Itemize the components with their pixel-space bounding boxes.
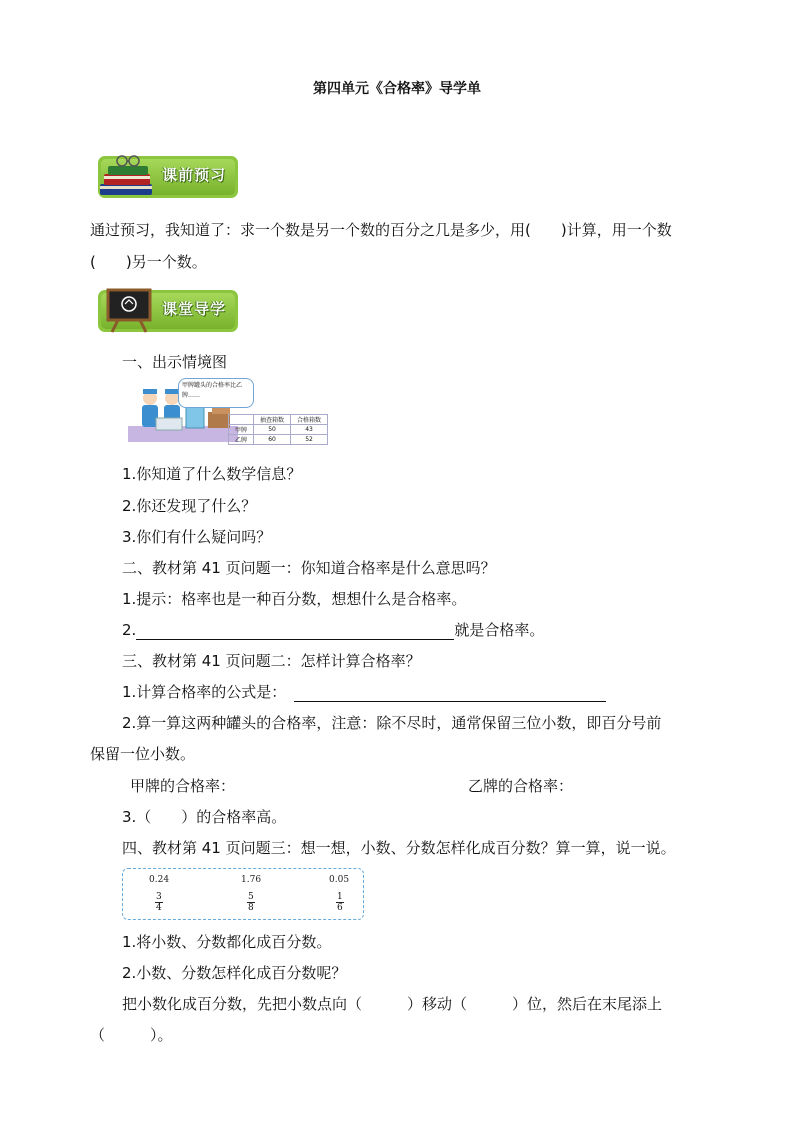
formula-blank-line[interactable]	[294, 685, 606, 702]
preview-line-2: ( )另一个数。	[90, 253, 207, 271]
table-header-cell: 合格箱数	[291, 415, 328, 425]
part3-calc-line-2: 保留一位小数。	[90, 745, 196, 763]
table-cell: 43	[291, 425, 328, 435]
table-header-cell	[229, 415, 254, 425]
part3-q3: 3.（ ）的合格率高。	[122, 808, 287, 826]
part3-heading: 三、教材第 41 页问题二：怎样计算合格率？	[122, 652, 421, 670]
table-row	[229, 435, 328, 445]
part2-q2-suffix: 就是合格率。	[454, 621, 545, 639]
part1-q1: 1.你知道了什么数学信息？	[122, 465, 302, 483]
speech-bubble	[178, 378, 254, 408]
fraction	[336, 892, 344, 913]
part2-q2-prefix: 2.	[122, 621, 137, 639]
part3-formula	[122, 682, 606, 702]
part4-q1: 1.将小数、分数都化成百分数。	[122, 933, 332, 951]
table-header-cell: 抽查箱数	[254, 415, 291, 425]
yi-rate-label: 乙牌的合格率：	[468, 777, 574, 795]
part3-calc-line-1: 2.算一算这两种罐头的合格率，注意：除不尽时，通常保留三位小数，即百分号前	[122, 714, 662, 732]
section-banner-preview	[90, 148, 240, 200]
part2-heading: 二、教材第 41 页问题一：你知道合格率是什么意思吗？	[122, 559, 496, 577]
fraction-numerator: 5	[248, 892, 254, 902]
speech-bubble-text: 甲牌罐头的合格率比乙牌……	[182, 382, 243, 399]
decimal-value: 1.76	[241, 875, 262, 885]
fraction-numerator: 3	[156, 892, 162, 902]
table-cell: 50	[254, 425, 291, 435]
table-cell: 60	[254, 435, 291, 445]
part4-q2: 2.小数、分数怎样化成百分数呢？	[122, 964, 347, 982]
fraction-numerator: 1	[337, 892, 343, 902]
numbers-box	[122, 868, 364, 920]
part1-heading: 一、出示情境图	[122, 353, 228, 371]
table-row	[229, 425, 328, 435]
preview-line-1: 通过预习，我知道了：求一个数是另一个数的百分之几是多少，用( )计算，用一个数	[90, 221, 672, 239]
table-cell: 52	[291, 435, 328, 445]
data-table	[228, 414, 328, 445]
part1-q3: 3.你们有什么疑问吗？	[122, 528, 272, 546]
part1-q2: 2.你还发现了什么？	[122, 497, 257, 515]
fraction-denominator: 4	[156, 903, 162, 913]
table-cell: 乙牌	[229, 435, 254, 445]
part4-fill-line-2: （ ）。	[90, 1026, 173, 1044]
fraction-denominator: 6	[337, 903, 343, 913]
decimal-value: 0.24	[149, 875, 170, 885]
books-icon	[96, 150, 158, 200]
decimal-value: 0.05	[329, 875, 350, 885]
fraction-denominator: 8	[248, 903, 254, 913]
part2-hint: 1.提示：格率也是一种百分数，想想什么是合格率。	[122, 590, 467, 608]
part4-heading: 四、教材第 41 页问题三：想一想，小数、分数怎样化成百分数？算一算，说一说。	[122, 839, 676, 857]
blackboard-icon	[104, 286, 156, 334]
jia-rate-label: 甲牌的合格率：	[130, 777, 236, 795]
scene-illustration	[128, 376, 338, 446]
part4-fill-line-1: 把小数化成百分数，先把小数点向（ ）移动（ ）位，然后在末尾添上	[122, 995, 663, 1013]
banner-label: 课堂导学	[162, 300, 227, 318]
fraction	[247, 892, 255, 913]
banner-label: 课前预习	[162, 166, 227, 184]
table-row	[229, 415, 328, 425]
part3-formula-label: 1.计算合格率的公式是：	[122, 683, 287, 701]
page-title: 第四单元《合格率》导学单	[313, 81, 481, 97]
fraction	[155, 892, 163, 913]
answer-blank-line[interactable]	[136, 623, 454, 640]
part2-q2	[122, 620, 544, 640]
section-banner-guide	[90, 282, 240, 334]
table-cell: 甲牌	[229, 425, 254, 435]
